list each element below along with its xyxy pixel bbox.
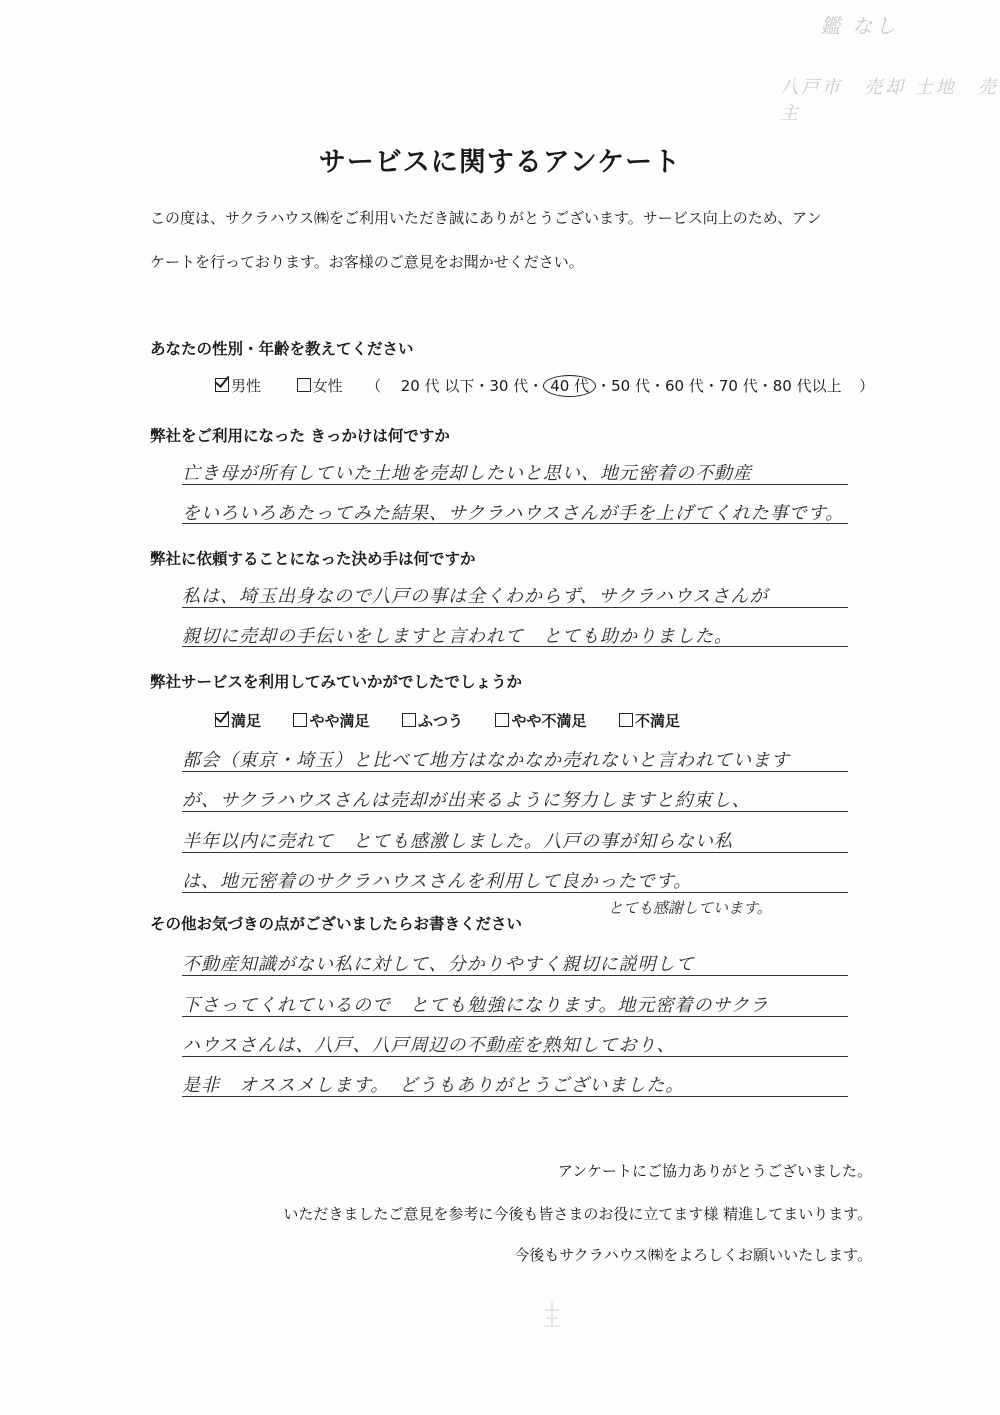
age-50s[interactable]: 50 代 (611, 377, 650, 395)
option-somewhat-satisfied[interactable] (293, 712, 369, 730)
comments-answer-line-4: 是非 オススメします。 どうもありがとうございました。 (182, 1075, 685, 1096)
male-checkbox[interactable] (215, 378, 229, 392)
somewhat-dissatisfied-checkbox[interactable] (495, 713, 509, 727)
footer-closing: 今後もサクラハウス㈱をよろしくお願いいたします。 (514, 1246, 872, 1264)
satisfied-checkbox[interactable] (215, 713, 229, 727)
deciding-answer-line-2: 親切に売却の手伝いをしますと言われて とても助かりました。 (182, 626, 733, 647)
female-option[interactable] (297, 377, 343, 395)
answer-rule (182, 1096, 848, 1097)
age-sep: ・ (474, 377, 490, 395)
answer-rule (182, 607, 848, 608)
answer-rule (182, 1016, 848, 1017)
gender-age-options (215, 375, 874, 396)
comments-answer-line-2: 下さってくれているので とても勉強になります。地元密着のサクラ (182, 995, 769, 1016)
option-dissatisfied[interactable] (619, 712, 680, 730)
corner-handwritten-note (780, 10, 1000, 125)
footer-commitment: いただきましたご意見を参考に今後も皆さまのお役に立てます様 精進してまいります。 (283, 1205, 872, 1223)
question-deciding-factor: 弊社に依頼することになった決め手は何ですか (150, 550, 476, 568)
age-sep: ・ (528, 377, 544, 395)
reason-answer-line-2: をいろいろあたってみた結果、サクラハウスさんが手を上げてくれた事です。 (182, 503, 845, 524)
satisfaction-answer-line-1: 都会（東京・埼玉）と比べて地方はなかなか売れないと言われています (182, 750, 790, 771)
satisfaction-answer-extra: とても感謝しています。 (608, 899, 772, 917)
age-open-paren: （ (366, 377, 382, 395)
age-sep: ・ (649, 377, 665, 395)
answer-rule (182, 771, 848, 772)
option-neutral[interactable] (402, 712, 463, 730)
answer-rule (182, 811, 848, 812)
satisfaction-options (215, 710, 680, 731)
reason-answer-line-1: 亡き母が所有していた土地を売却したいと思い、地元密着の不動産 (182, 463, 752, 484)
age-sep: ・ (596, 377, 612, 395)
male-label: 男性 (231, 377, 262, 395)
answer-rule (182, 892, 848, 893)
corner-note-line1: 鑑 なし (820, 14, 899, 38)
question-gender-age: あなたの性別・年齢を教えてください (150, 340, 414, 358)
option-somewhat-dissatisfied[interactable] (495, 712, 586, 730)
answer-rule (182, 646, 848, 647)
neutral-checkbox[interactable] (402, 713, 416, 727)
option-label: ふつう (417, 712, 463, 730)
option-label: やや不満足 (511, 712, 587, 730)
stamp-mark-icon (540, 1300, 564, 1330)
intro-line-1: この度は、サクラハウス㈱をご利用いただき誠にありがとうございます。サービス向上のため、アン (150, 209, 822, 227)
satisfaction-answer-line-4: は、地元密着のサクラハウスさんを利用して良かったです。 (182, 871, 693, 892)
age-sep: ・ (757, 377, 773, 395)
option-label: やや満足 (309, 712, 370, 730)
question-satisfaction: 弊社サービスを利用してみていかがでしたでしょうか (150, 673, 523, 691)
age-20s-or-under[interactable]: 20 代 以下 (400, 377, 475, 395)
dissatisfied-checkbox[interactable] (619, 713, 633, 727)
answer-rule (182, 1056, 848, 1057)
answer-rule (182, 975, 848, 976)
comments-answer-line-3: ハウスさんは、八戸、八戸周辺の不動産を熟知しており、 (182, 1035, 676, 1056)
satisfaction-answer-line-3: 半年以内に売れて とても感激しました。八戸の事が知らない私 (182, 831, 733, 852)
intro-line-2: ケートを行っております。お客様のご意見をお聞かせください。 (150, 253, 584, 271)
somewhat-satisfied-checkbox[interactable] (293, 713, 307, 727)
option-label: 満足 (231, 712, 262, 730)
deciding-answer-line-1: 私は、埼玉出身なので八戸の事は全くわからず、サクラハウスさんが (182, 586, 769, 607)
female-checkbox[interactable] (297, 378, 311, 392)
question-other-comments: その他お気づきの点がございましたらお書きください (150, 915, 523, 933)
answer-rule (182, 484, 848, 485)
option-satisfied[interactable] (215, 712, 261, 730)
age-30s[interactable]: 30 代 (489, 377, 529, 395)
age-close-paren: ） (859, 377, 875, 395)
corner-note-line2: 八戸市 売却 土地 売主 (780, 77, 999, 124)
age-40s-selected[interactable]: 40 代 (543, 375, 596, 397)
option-label: 不満足 (634, 712, 680, 730)
page-title: サービスに関するアンケート (318, 147, 682, 178)
male-option[interactable] (215, 377, 261, 395)
question-reason: 弊社をご利用になった きっかけは何ですか (150, 427, 450, 445)
answer-rule (182, 523, 848, 524)
female-label: 女性 (312, 377, 343, 395)
comments-answer-line-1: 不動産知識がない私に対して、分かりやすく親切に説明して (182, 954, 695, 975)
satisfaction-answer-line-2: が、サクラハウスさんは売却が出来るように努力しますと約束し、 (182, 790, 751, 811)
age-70s[interactable]: 70 代 (718, 377, 758, 395)
footer-thanks: アンケートにご協力ありがとうございました。 (557, 1162, 872, 1180)
age-80s-or-over[interactable]: 80 代以上 (772, 377, 842, 395)
answer-rule (182, 852, 848, 853)
age-60s[interactable]: 60 代 (665, 377, 704, 395)
age-sep: ・ (703, 377, 719, 395)
